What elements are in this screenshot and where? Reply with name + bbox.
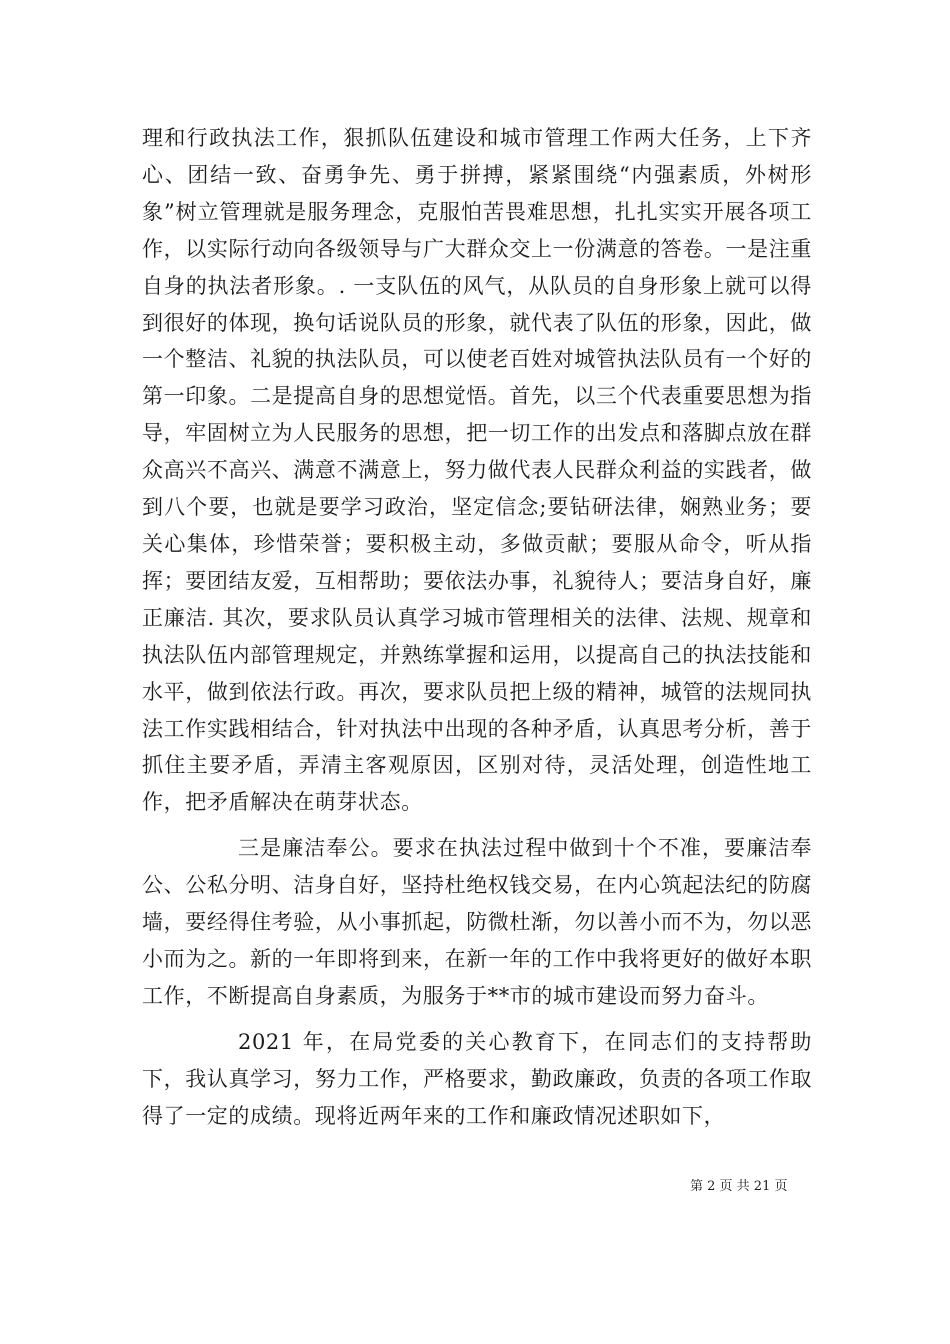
paragraph-2: 三是廉洁奉公。要求在执法过程中做到十个不准，要廉洁奉公、公私分明、洁身自好，坚持杜绝权钱交易，在内心筑起法纪的防腐墙，要经得住考验，从小事抓起，防微杜渐，勿以善小而不为，勿以恶小而为之。新的一年即将到来，在新一年的工作中我将更好的做好本职工作，不断提高自身素质，为服务于**市的城市建设而努力奋斗。 [142,836,812,1008]
document-body [142,120,812,1134]
page-number-footer: 第 2 页 共 21 页 [690,1179,788,1194]
paragraph-3: 2021 年，在局党委的关心教育下，在同志们的支持帮助下，我认真学习，努力工作，严格要求，勤政廉政，负责的各项工作取得了一定的成绩。现将近两年来的工作和廉政情况述职如下， [142,1029,812,1128]
paragraph-1: 理和行政执法工作，狠抓队伍建设和城市管理工作两大任务，上下齐心、团结一致、奋勇争先、勇于拼搏，紧紧围绕“内强素质，外树形象”树立管理就是服务理念，克服怕苦畏难思想，扎扎实实开展各项工作，以实际行动向各级领导与广大群众交上一份满意的答卷。一是注重自身的执法者形象。. 一支队伍的风气，从队员的自身形象上就可以得到很好的体现，换句话说队员的形象，就代表了队伍的形象，因此，做一个整洁、礼貌的执法队员，可以使老百姓对城管执法队员有一个好的第一印象。二是提高自身的思想觉悟。首先，以三个代表重要思想为指导，牢固树立为人民服务的思想，把一切工作的出发点和落脚点放在群众高兴不高兴、满意不满意上，努力做代表人民群众利益的实践者，做到八个要，也就是要学习政治，坚定信念;要钻研法律，娴熟业务；要关心集体，珍惜荣誉；要积极主动，多做贡献；要服从命令，听从指挥；要团结友爱，互相帮助；要依法办事，礼貌待人；要洁身自好，廉正廉洁. 其次，要求队员认真学习城市管理相关的法律、法规、规章和执法队伍内部管理规定，并熟练掌握和运用，以提高自己的执法技能和水平，做到依法行政。再次，要求队员把上级的精神，城管的法规同执法工作实践相结合，针对执法中出现的各种矛盾，认真思考分析，善于抓住主要矛盾，弄清主客观原因，区别对待，灵活处理，创造性地工作，把矛盾解决在萌芽状态。 [142,126,812,815]
